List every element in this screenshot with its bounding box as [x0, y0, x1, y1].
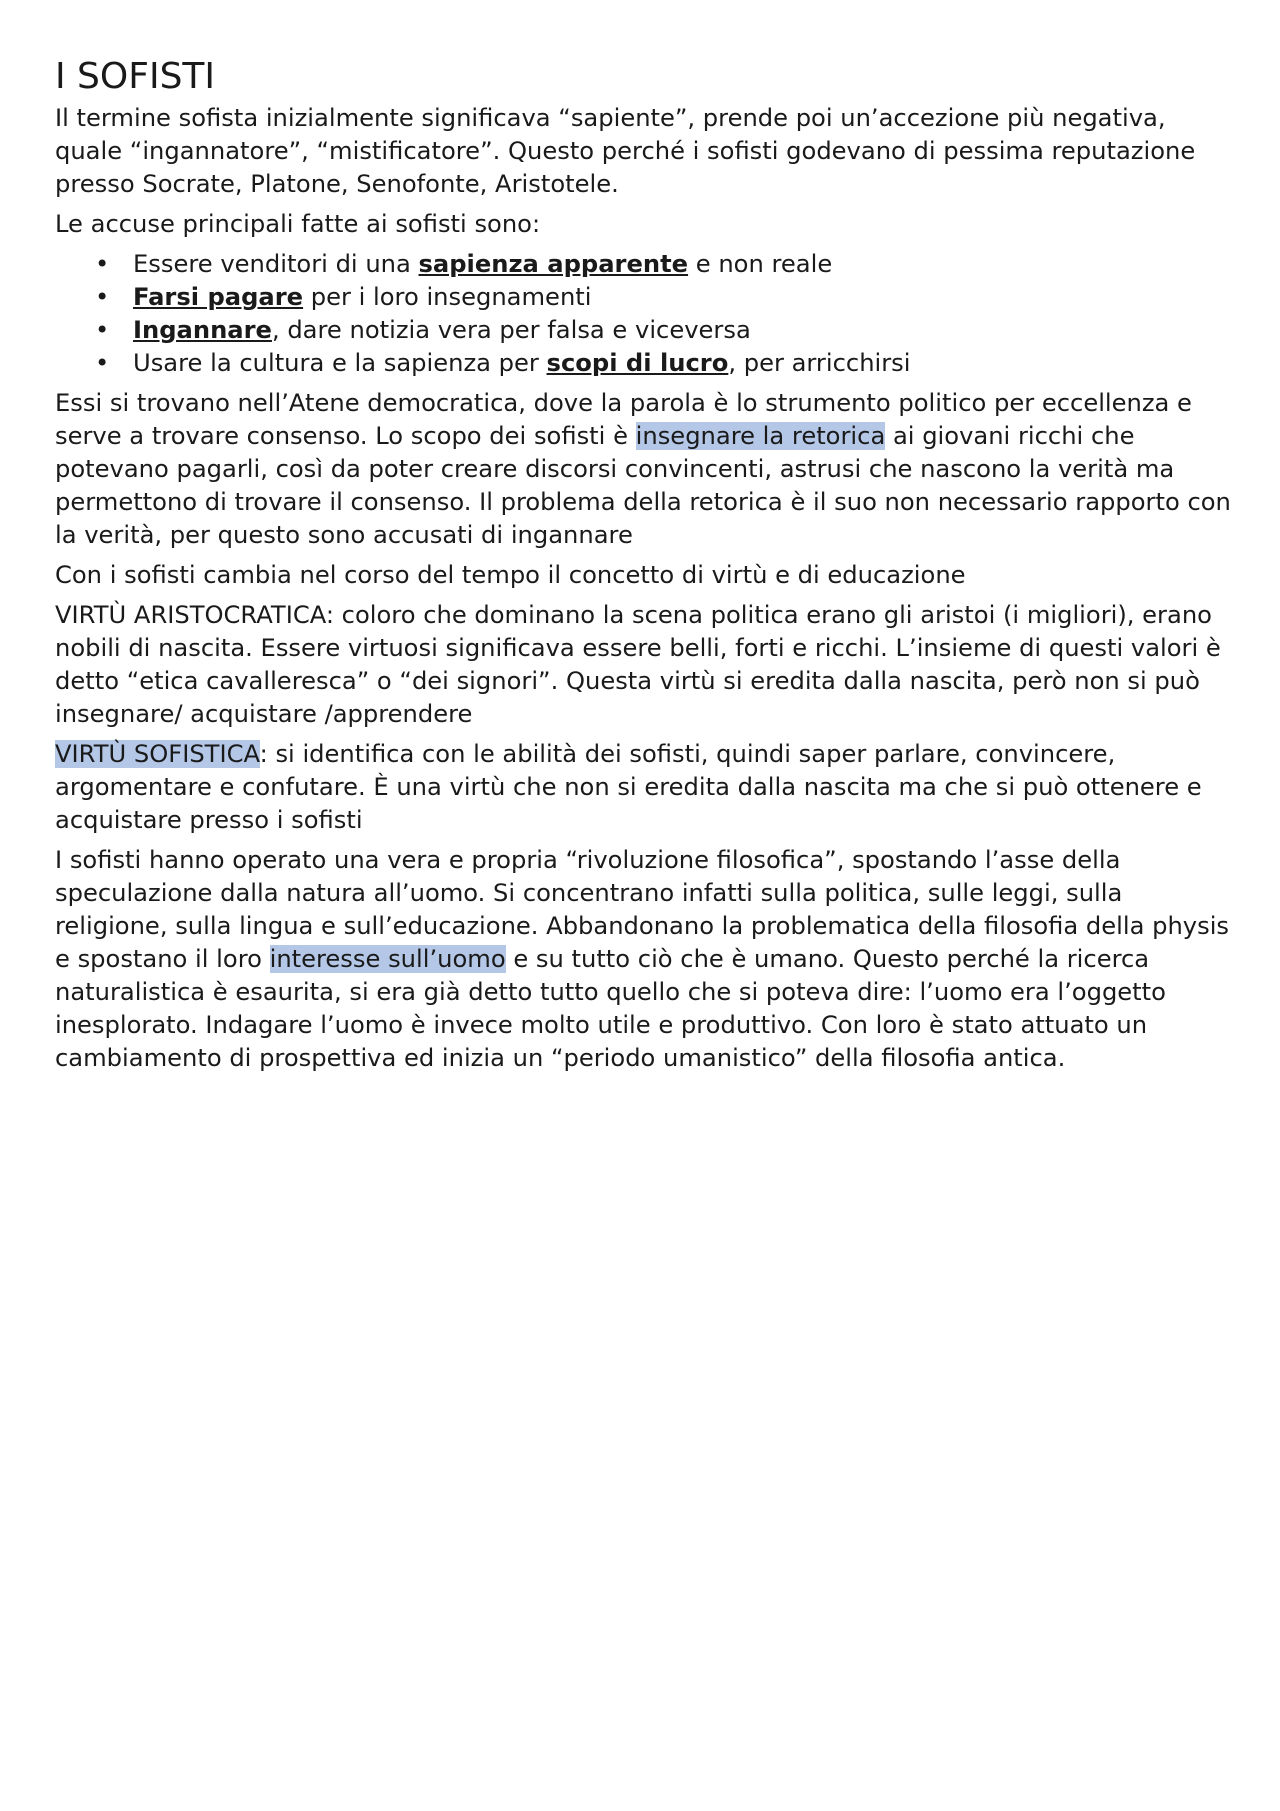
bullet-icon: •: [95, 316, 110, 344]
list-item-text: e non reale: [688, 250, 833, 278]
paragraph-retorica: [55, 387, 1235, 552]
paragraph-virtu-intro: Con i sofisti cambia nel corso del tempo il concetto di virtù e di educazione: [55, 561, 966, 589]
paragraph-definizione: Il termine sofista inizialmente significava “sapiente”, prende poi un’accezione più negativa, quale “ingannatore”, “mistificatore”. Questo perché i sofisti godevano di pessima reputazione presso Socrate, Platone, Senofonte, Aristotele.: [55, 104, 1196, 198]
paragraph-rivoluzione: [55, 844, 1235, 1075]
list-item-text: , per arricchirsi: [728, 349, 911, 377]
paragraph-text: Essi si trovano nell’Atene democratica, dove la parola è lo strumento politico per eccellenza e serve a trovare consenso. Lo scopo dei sofisti è: [55, 389, 1192, 450]
list-item: [55, 281, 1235, 314]
list-item-emphasis: scopi di lucro: [546, 349, 729, 377]
bullet-icon: •: [95, 349, 110, 377]
list-item: [55, 314, 1235, 347]
paragraph-text: : si identifica con le abilità dei sofisti, quindi saper parlare, convincere, argomentare e confutare. È una virtù che non si eredita dalla nascita ma che si può ottenere e acquistare presso i sofisti: [55, 740, 1202, 834]
list-item-text: , dare notizia vera per falsa e viceversa: [271, 316, 751, 344]
paragraph-text: ai giovani ricchi che potevano pagarli, così da poter creare discorsi convincenti, astrusi che nascono la verità ma permettono di trovare il consenso. Il problema della retorica è il suo non necessario rapporto con la verità, per questo sono accusati di ingannare: [55, 422, 1231, 549]
list-item-text: per i loro insegnamenti: [303, 283, 592, 311]
paragraph-text: e su tutto ciò che è umano. Questo perché la ricerca naturalistica è esaurita, si era già detto tutto quello che si poteva dire: l’uomo era l’oggetto inesplorato. Indagare l’uomo è invece molto utile e produttivo. Con loro è stato attuato un cambiamento di prospettiva ed inizia un “periodo umanistico” della filosofia antica.: [55, 945, 1166, 1072]
list-item: [55, 347, 1235, 380]
accuse-list: [55, 248, 1235, 380]
list-item-emphasis: Farsi pagare: [133, 283, 304, 311]
highlighted-text: insegnare la retorica: [635, 422, 886, 450]
highlighted-text: interesse sull’uomo: [269, 945, 506, 973]
list-item-emphasis: Ingannare: [133, 316, 272, 344]
list-item: [55, 248, 1235, 281]
paragraph-virtu-aristocratica: VIRTÙ ARISTOCRATICA: coloro che dominano la scena politica erano gli aristoi (i migliori), erano nobili di nascita. Essere virtuosi significava essere belli, forti e ricchi. L’insieme di questi valori è detto “etica cavalleresca” o “dei signori”. Questa virtù si eredita dalla nascita, però non si può insegnare/ acquistare /apprendere: [55, 601, 1221, 728]
list-item-text: Usare la cultura e la sapienza per: [133, 349, 547, 377]
list-item-text: Essere venditori di una: [133, 250, 419, 278]
bullet-icon: •: [95, 250, 110, 278]
paragraph-text: I sofisti hanno operato una vera e propria “rivoluzione filosofica”, spostando l’asse della speculazione dalla natura all’uomo. Si concentrano infatti sulla politica, sulle leggi, sulla religione, sulla lingua e sull’educazione. Abbandonano la problematica della filosofia della physis e spostano il loro: [55, 846, 1230, 973]
highlighted-text: VIRTÙ SOFISTICA: [55, 740, 260, 768]
document-page: [55, 54, 1235, 1082]
paragraph-virtu-sofistica: [55, 738, 1235, 837]
paragraph-accuse-intro: Le accuse principali fatte ai sofisti sono:: [55, 210, 541, 238]
bullet-icon: •: [95, 283, 110, 311]
document-title: I SOFISTI: [55, 56, 216, 97]
list-item-emphasis: sapienza apparente: [418, 250, 689, 278]
